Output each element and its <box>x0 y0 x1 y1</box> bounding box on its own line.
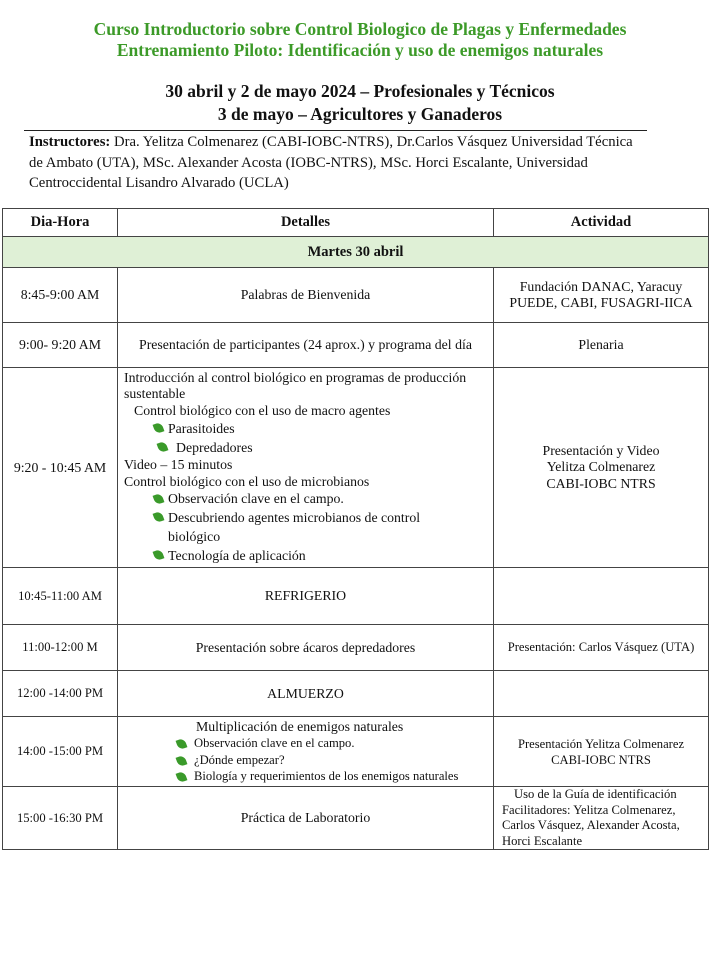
time-cell: 11:00-12:00 M <box>3 625 118 671</box>
column-header-details: Detalles <box>118 209 494 237</box>
detail-cell: Presentación de participantes (24 aprox.) y programa del día <box>118 323 494 368</box>
activity-cell: Presentación: Carlos Vásquez (UTA) <box>494 625 709 671</box>
detail-macro: Control biológico con el uso de macro agentes <box>134 402 391 418</box>
column-header-time: Dia-Hora <box>3 209 118 237</box>
time-cell: 12:00 -14:00 PM <box>3 671 118 717</box>
list-item-text: ¿Dónde empezar? <box>194 752 285 767</box>
activity-cell: Plenaria <box>494 323 709 368</box>
instructors-text: Dra. Yelitza Colmenarez (CABI-IOBC-NTRS), Dr.Carlos Vásquez Universidad Técnica de Ambato (UTA), MSc. Alexander Acosta (IOBC-NTRS), MSc. Horci Escalante, Universidad Centroccidental Lisandro Alvarado (UCLA) <box>29 134 633 191</box>
green-leaf-icon <box>152 511 164 523</box>
activity-line: Uso de la Guía de identificación <box>514 787 677 801</box>
activity-cell <box>494 787 709 850</box>
activity-line: Presentación Yelitza Colmenarez <box>517 736 685 751</box>
list-item <box>168 735 493 752</box>
time-cell: 9:00- 9:20 AM <box>3 323 118 368</box>
activity-cell <box>494 671 709 717</box>
list-item-text: Observación clave en el campo. <box>168 491 344 507</box>
activity-cell <box>494 717 709 787</box>
green-leaf-icon <box>156 441 168 453</box>
activity-cell <box>494 568 709 625</box>
list-item <box>168 768 493 785</box>
activity-line: CABI-IOBC NTRS <box>551 752 651 767</box>
activity-line: PUEDE, CABI, FUSAGRI-IICA <box>509 295 693 310</box>
table-row <box>3 787 709 850</box>
activity-cell <box>494 268 709 323</box>
list-item <box>168 752 493 769</box>
activity-line: Fundación DANAC, Yaracuy <box>519 279 683 294</box>
list-item-text: Parasitoides <box>168 421 235 437</box>
time-cell: 8:45-9:00 AM <box>3 268 118 323</box>
date-line-2: 3 de mayo – Agricultores y Ganaderos <box>217 104 503 124</box>
column-header-activity: Actividad <box>494 209 709 237</box>
green-leaf-icon <box>175 771 187 783</box>
title-line-1: Curso Introductorio sobre Control Biologico de Plagas y Enfermedades <box>93 19 627 39</box>
green-leaf-icon <box>152 493 164 505</box>
list-item-text: Depredadores <box>176 440 253 456</box>
day-label: Martes 30 abril <box>3 237 709 268</box>
list-item-text: Biología y requerimientos de los enemigos naturales <box>194 769 459 784</box>
activity-line: Presentación y Video <box>542 442 660 458</box>
detail-cell: Presentación sobre ácaros depredadores <box>118 625 494 671</box>
table-row <box>3 625 709 671</box>
detail-cell <box>118 368 494 568</box>
date-line-1: 30 abril y 2 de mayo 2024 – Profesionales y Técnicos <box>165 81 555 101</box>
time-cell: 14:00 -15:00 PM <box>3 717 118 787</box>
detail-video: Video – 15 minutos <box>124 457 233 473</box>
list-item-text: Tecnología de aplicación <box>168 548 306 564</box>
activity-cell <box>494 368 709 568</box>
list-item-text: Descubriendo agentes microbianos de control biológico <box>168 510 421 545</box>
list-item <box>124 508 493 546</box>
table-row <box>3 323 709 368</box>
detail-cell: ALMUERZO <box>118 671 494 717</box>
table-row <box>3 568 709 625</box>
green-leaf-icon <box>175 755 187 767</box>
detail-cell: REFRIGERIO <box>118 568 494 625</box>
list-item <box>124 546 493 565</box>
table-row <box>3 671 709 717</box>
instructors-paragraph <box>29 132 644 194</box>
green-leaf-icon <box>152 549 164 561</box>
activity-line: Carlos Vásquez, Alexander Acosta, <box>502 818 680 832</box>
time-cell: 10:45-11:00 AM <box>3 568 118 625</box>
detail-micro: Control biológico con el uso de microbianos <box>124 473 370 489</box>
table-row <box>3 717 709 787</box>
title-line-2: Entrenamiento Piloto: Identificación y uso de enemigos naturales <box>116 40 604 60</box>
day-row <box>3 237 709 268</box>
time-cell: 15:00 -16:30 PM <box>3 787 118 850</box>
activity-line: Yelitza Colmenarez <box>546 459 656 475</box>
list-item-text: Observación clave en el campo. <box>194 736 355 751</box>
green-leaf-icon <box>175 738 187 750</box>
table-row <box>3 268 709 323</box>
list-item <box>124 438 493 457</box>
activity-line: Facilitadores: Yelitza Colmenarez, <box>502 802 676 817</box>
green-leaf-icon <box>152 422 164 434</box>
list-item <box>124 490 493 508</box>
detail-head: Multiplicación de enemigos naturales <box>196 719 404 735</box>
detail-cell: Palabras de Bienvenida <box>118 268 494 323</box>
time-cell: 9:20 - 10:45 AM <box>3 368 118 568</box>
table-row <box>3 368 709 568</box>
header-divider <box>24 130 647 131</box>
list-item <box>124 419 493 438</box>
schedule-table <box>2 208 709 850</box>
instructors-label: Instructores: <box>29 134 111 150</box>
activity-line: CABI-IOBC NTRS <box>546 475 656 491</box>
detail-intro: Introducción al control biológico en programas de producción sustentable <box>124 370 467 402</box>
detail-cell <box>118 717 494 787</box>
detail-cell: Práctica de Laboratorio <box>118 787 494 850</box>
table-header-row <box>3 209 709 237</box>
activity-line: Horci Escalante <box>502 833 583 848</box>
